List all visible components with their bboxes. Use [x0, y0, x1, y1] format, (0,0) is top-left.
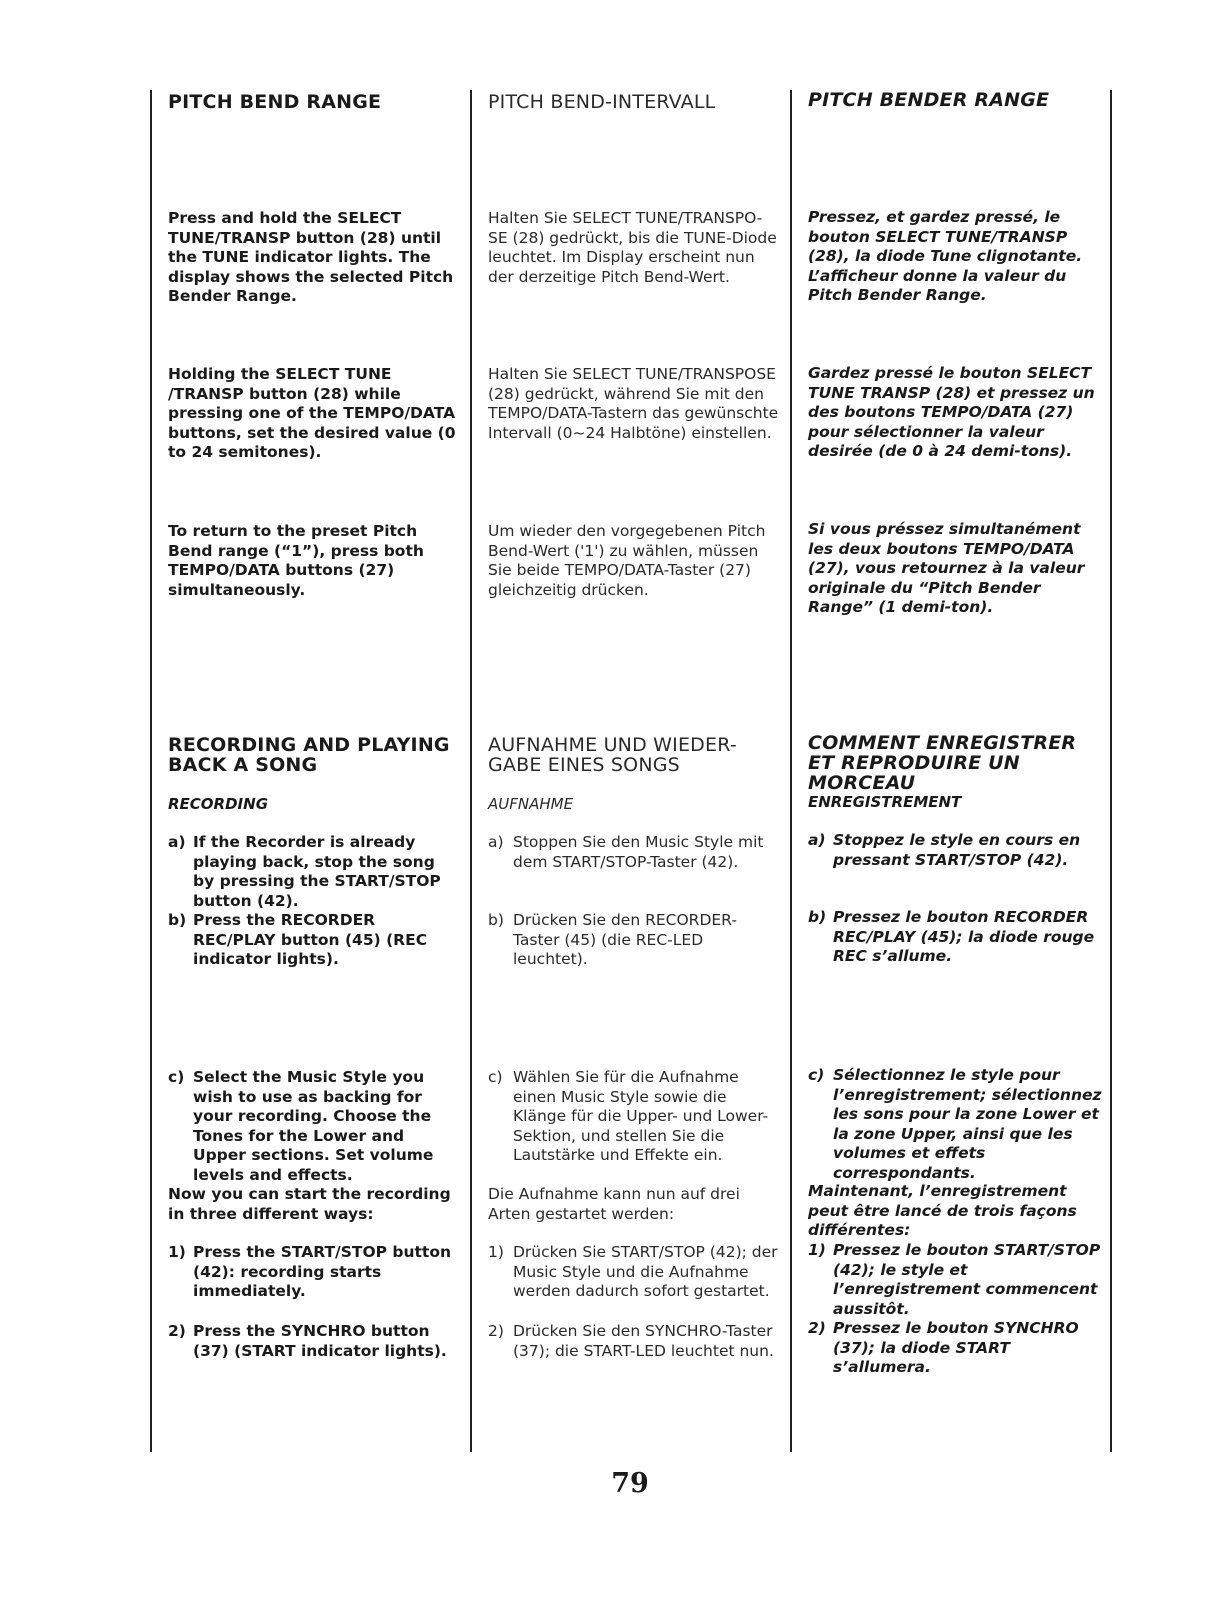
step-text: If the Recorder is already playing back, stop the song by pressing the START/STOP button (42). [193, 833, 441, 910]
recording-step-b [168, 911, 460, 970]
pitch-bend-step-3: Si vous préssez simultanément les deux boutons TEMPO/DATA (27), vous retournez à la valeur originale du “Pitch Bender Range” (1 demi-ton). [808, 520, 1085, 617]
recording-way-2 [488, 1322, 780, 1361]
step-text: Pressez le bouton START/STOP (42); le style et l’enregistrement commencent aussitôt. [833, 1241, 1101, 1318]
recording-step-c [168, 1068, 460, 1186]
step-text: Press the SYNCHRO button (37) (START indicator lights). [193, 1322, 447, 1360]
recording-step-b [488, 911, 780, 970]
recording-step-a [168, 833, 460, 911]
pitch-bend-step-2: Gardez pressé le bouton SELECT TUNE TRANSP (28) et pressez un des boutons TEMPO/DATA (27) pour sélectionner la valeur desirée (de 0 à 24 demi-tons). [808, 364, 1095, 461]
step-marker: a) [808, 831, 826, 849]
step-text: Sélectionnez le style pour l’enregistrement; sélectionnez les sons pour la zone Lower et la zone Upper, ainsi que les volumes et effets correspondants. [833, 1066, 1102, 1182]
pitch-bend-step-1: Press and hold the SELECT TUNE/TRANSP button (28) until the TUNE indicator lights. The display shows the selected Pitch Bender Range. [168, 209, 454, 306]
step-marker: c) [808, 1066, 825, 1084]
step-marker: c) [488, 1068, 503, 1086]
pitch-bend-step-2: Holding the SELECT TUNE /TRANSP button (28) while pressing one of the TEMPO/DATA buttons, set the desired value (0 to 24 semitones). [168, 365, 456, 462]
step-text: Pressez le bouton RECORDER REC/PLAY (45); la diode rouge REC s’allume. [833, 908, 1095, 966]
step-text: Stoppez le style en cours en pressant START/STOP (42). [833, 831, 1081, 869]
step-marker: b) [168, 911, 187, 929]
recording-intro: Die Aufnahme kann nun auf drei Arten gestartet werden: [488, 1185, 740, 1223]
step-text: Select the Music Style you wish to use as backing for your recording. Choose the Tones for the Lower and Upper sections. Set volume levels and effects. [193, 1068, 434, 1184]
column-rule-left [150, 90, 152, 1452]
recording-step-a [488, 833, 780, 872]
step-marker: 2) [808, 1319, 826, 1337]
step-text: Drücken Sie den SYNCHRO-Taster (37); die START-LED leuchtet nun. [513, 1322, 774, 1360]
step-marker: b) [488, 911, 504, 929]
recording-way-1 [488, 1243, 780, 1302]
recording-step-c [808, 1066, 1104, 1184]
pitch-bend-step-3: To return to the preset Pitch Bend range (“1”), press both TEMPO/DATA buttons (27) simultaneously. [168, 522, 424, 599]
step-text: Press the START/STOP button (42): recording starts immediately. [193, 1243, 452, 1301]
pitch-bend-step-2: Halten Sie SELECT TUNE/TRANSPOSE (28) gedrückt, während Sie mit den TEMPO/DATA-Tastern das gewünschte Intervall (0~24 Halbtöne) einstellen. [488, 365, 779, 442]
recording-way-1 [168, 1243, 460, 1302]
recording-way-1 [808, 1241, 1104, 1319]
pitch-bend-title: PITCH BEND-INTERVALL [488, 91, 716, 113]
pitch-bend-step-1: Pressez, et gardez pressé, le bouton SELECT TUNE/TRANSP (28), la diode Tune clignotante. L’afficheur donne la valeur du Pitch Bender Range. [808, 208, 1083, 305]
step-text: Pressez le bouton SYNCHRO (37); la diode START s’allumera. [833, 1319, 1079, 1377]
pitch-bend-title: PITCH BEND RANGE [168, 91, 382, 113]
recording-intro: Maintenant, l’enregistrement peut être lancé de trois façons différentes: [808, 1182, 1077, 1240]
step-marker: a) [488, 833, 504, 851]
page-number: 79 [611, 1468, 649, 1499]
recording-section-title: AUFNAHME UND WIEDER-GABE EINES SONGS [488, 734, 737, 776]
column-rule-2 [790, 90, 792, 1452]
step-text: Drücken Sie den RECORDER-Taster (45) (die REC-LED leuchtet). [513, 911, 737, 969]
pitch-bend-step-1: Halten Sie SELECT TUNE/TRANSPO-SE (28) gedrückt, bis die TUNE-Diode leuchtet. Im Display erscheint nun der derzeitige Pitch Bend-Wert. [488, 209, 777, 286]
recording-subtitle: ENREGISTREMENT [808, 793, 962, 811]
step-marker: 2) [488, 1322, 504, 1340]
step-text: Press the RECORDER REC/PLAY button (45) (REC indicator lights). [193, 911, 428, 969]
recording-intro: Now you can start the recording in three different ways: [168, 1185, 451, 1223]
recording-step-a [808, 831, 1104, 870]
recording-section-title: RECORDING AND PLAYING BACK A SONG [168, 734, 450, 776]
step-marker: 1) [808, 1241, 826, 1259]
recording-subtitle: AUFNAHME [488, 795, 574, 813]
step-text: Drücken Sie START/STOP (42); der Music Style und die Aufnahme werden dadurch sofort gestartet. [513, 1243, 778, 1301]
step-text: Stoppen Sie den Music Style mit dem START/STOP-Taster (42). [513, 833, 764, 871]
recording-subtitle: RECORDING [168, 795, 269, 813]
recording-section-title: COMMENT ENREGISTRER ET REPRODUIRE UN MORCEAU [808, 732, 1077, 794]
step-marker: b) [808, 908, 827, 926]
step-text: Wählen Sie für die Aufnahme einen Music Style sowie die Klänge für die Upper- und Lower-Sektion, und stellen Sie die Lautstärke und Effekte ein. [513, 1068, 769, 1165]
recording-step-b [808, 908, 1104, 967]
recording-step-c [488, 1068, 780, 1166]
recording-way-2 [808, 1319, 1104, 1378]
step-marker: a) [168, 833, 186, 851]
step-marker: 2) [168, 1322, 186, 1340]
pitch-bend-title: PITCH BENDER RANGE [808, 89, 1050, 111]
step-marker: c) [168, 1068, 185, 1086]
column-rule-right [1110, 90, 1112, 1452]
step-marker: 1) [168, 1243, 186, 1261]
recording-way-2 [168, 1322, 460, 1361]
pitch-bend-step-3: Um wieder den vorgegebenen Pitch Bend-Wert ('1') zu wählen, müssen Sie beide TEMPO/DATA-Taster (27) gleichzeitig drücken. [488, 522, 766, 599]
step-marker: 1) [488, 1243, 504, 1261]
column-rule-1 [470, 90, 472, 1452]
